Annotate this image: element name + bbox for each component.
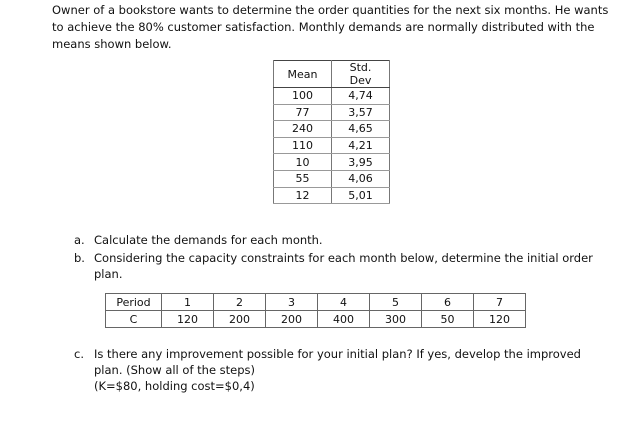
capacity-header: C	[106, 311, 162, 328]
table-row	[274, 154, 390, 171]
question-b-text: Considering the capacity constraints for each month below, determine the initial order plan.	[94, 251, 593, 281]
std-dev-header: Std. Dev	[332, 61, 390, 88]
question-c-label: c.	[74, 347, 84, 361]
question-a	[74, 232, 614, 248]
capacity-cell: 300	[370, 311, 422, 328]
table-row	[274, 121, 390, 138]
std-dev-cell: 3,95	[332, 154, 390, 171]
std-dev-cell: 4,06	[332, 170, 390, 187]
question-a-label: a.	[74, 233, 85, 247]
mean-cell: 10	[274, 154, 332, 171]
table-row	[274, 88, 390, 105]
period-cell: 3	[266, 294, 318, 311]
std-dev-cell: 3,57	[332, 104, 390, 121]
capacity-cell: 400	[318, 311, 370, 328]
mean-cell: 100	[274, 88, 332, 105]
std-dev-cell: 5,01	[332, 187, 390, 204]
question-b-label: b.	[74, 251, 85, 265]
question-c-text: Is there any improvement possible for your initial plan? If yes, develop the improved plan. (Show all of the steps)	[94, 347, 581, 377]
capacity-cell: 50	[422, 311, 474, 328]
period-cell: 4	[318, 294, 370, 311]
period-header: Period	[106, 294, 162, 311]
problem-intro: Owner of a bookstore wants to determine the order quantities for the next six months. He wants to achieve the 80% customer satisfaction. Monthly demands are normally distributed with the means shown below.	[52, 3, 609, 51]
period-cell: 1	[162, 294, 214, 311]
capacity-cell: 200	[214, 311, 266, 328]
demand-stats-table	[273, 60, 390, 204]
period-cell: 5	[370, 294, 422, 311]
mean-header: Mean	[274, 61, 332, 88]
period-cell: 6	[422, 294, 474, 311]
mean-cell: 110	[274, 137, 332, 154]
capacity-row	[106, 311, 526, 328]
table-row	[274, 104, 390, 121]
mean-cell: 77	[274, 104, 332, 121]
capacity-cell: 120	[162, 311, 214, 328]
question-c-params: (K=$80, holding cost=$0,4)	[94, 379, 255, 393]
capacity-table	[105, 293, 526, 328]
mean-cell: 240	[274, 121, 332, 138]
capacity-cell: 200	[266, 311, 318, 328]
table-header-row	[274, 61, 390, 88]
period-cell: 7	[474, 294, 526, 311]
std-dev-cell: 4,65	[332, 121, 390, 138]
question-c	[74, 346, 614, 394]
period-row	[106, 294, 526, 311]
mean-cell: 12	[274, 187, 332, 204]
std-dev-cell: 4,74	[332, 88, 390, 105]
period-cell: 2	[214, 294, 266, 311]
capacity-cell: 120	[474, 311, 526, 328]
mean-cell: 55	[274, 170, 332, 187]
question-a-text: Calculate the demands for each month.	[94, 233, 323, 247]
table-row	[274, 170, 390, 187]
table-row	[274, 187, 390, 204]
question-b	[74, 250, 614, 282]
std-dev-cell: 4,21	[332, 137, 390, 154]
table-row	[274, 137, 390, 154]
